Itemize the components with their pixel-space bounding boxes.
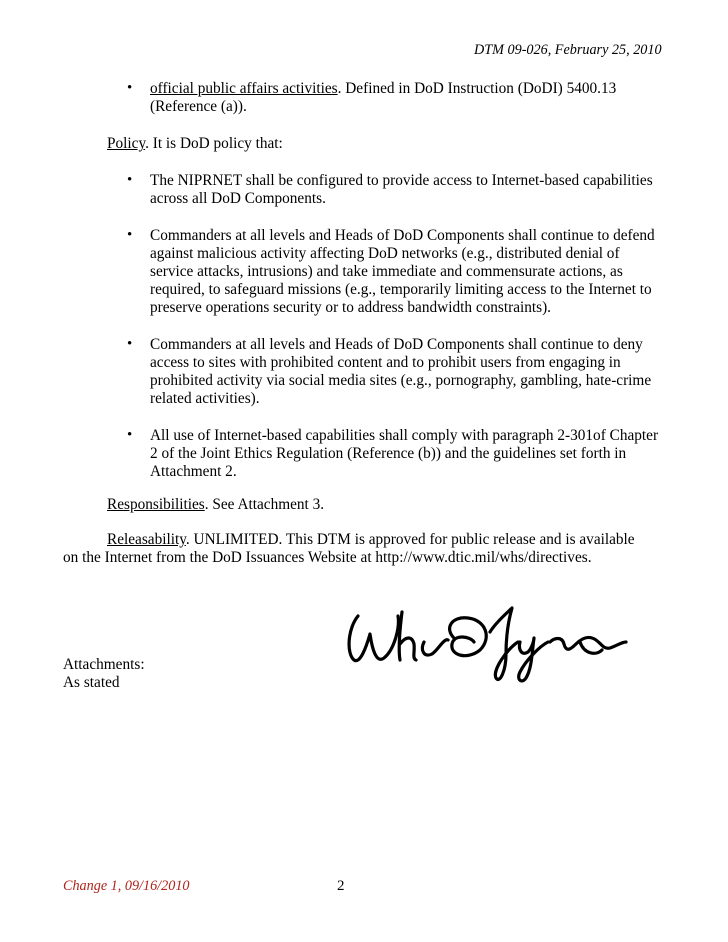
- definition-line-1: official public affairs activities. Defined in DoD Instruction (DoDI) 5400.13: [150, 80, 617, 97]
- policy-bullet-3-line: access to sites with prohibited content and to prohibit users from engaging in: [150, 354, 621, 371]
- bullet-marker: •: [127, 336, 133, 352]
- handwritten-signature: [340, 598, 630, 690]
- definition-line-2: (Reference (a)).: [150, 98, 247, 115]
- change-notice: Change 1, 09/16/2010: [63, 878, 190, 894]
- policy-bullet-2-line: required, to safeguard missions (e.g., temporarily limiting access to the Internet to: [150, 281, 652, 298]
- policy-bullet-4-line: 2 of the Joint Ethics Regulation (Reference (b)) and the guidelines set forth in: [150, 445, 627, 462]
- responsibilities-paragraph: Responsibilities. See Attachment 3.: [107, 496, 325, 513]
- policy-bullet-2-line: preserve operations security or to address bandwidth constraints).: [150, 299, 552, 316]
- policy-bullet-1-line: across all DoD Components.: [150, 190, 326, 207]
- attachments-value: As stated: [63, 674, 120, 691]
- releasability-line-2: on the Internet from the DoD Issuances Website at http://www.dtic.mil/whs/directives.: [63, 549, 592, 566]
- policy-bullet-2-line: service attacks, intrusions) and take immediate and commensurate actions, as: [150, 263, 623, 280]
- defined-term: official public affairs activities: [150, 80, 338, 97]
- policy-bullet-3-line: Commanders at all levels and Heads of DoD Components shall continue to deny: [150, 336, 643, 353]
- policy-heading: Policy. It is DoD policy that:: [107, 135, 283, 152]
- policy-bullet-1-line: The NIPRNET shall be configured to provide access to Internet-based capabilities: [150, 172, 653, 189]
- policy-bullet-4-line: All use of Internet-based capabilities shall comply with paragraph 2-301of Chapter: [150, 427, 659, 444]
- policy-bullet-2-line: against malicious activity affecting DoD networks (e.g., distributed denial of: [150, 245, 620, 262]
- policy-bullet-3-line: prohibited activity via social media sites (e.g., pornography, gambling, hate-crime: [150, 372, 652, 389]
- page-number: 2: [337, 878, 345, 894]
- bullet-marker: •: [127, 80, 133, 96]
- policy-bullet-4-line: Attachment 2.: [150, 463, 237, 480]
- bullet-marker: •: [127, 427, 133, 443]
- document-reference: DTM 09-026, February 25, 2010: [474, 42, 662, 58]
- policy-bullet-2-line: Commanders at all levels and Heads of DoD Components shall continue to defend: [150, 227, 655, 244]
- bullet-marker: •: [127, 172, 133, 188]
- bullet-marker: •: [127, 227, 133, 243]
- policy-bullet-3-line: related activities).: [150, 390, 260, 407]
- attachments-label: Attachments:: [63, 656, 145, 673]
- releasability-line-1: Releasability. UNLIMITED. This DTM is approved for public release and is available: [107, 531, 635, 548]
